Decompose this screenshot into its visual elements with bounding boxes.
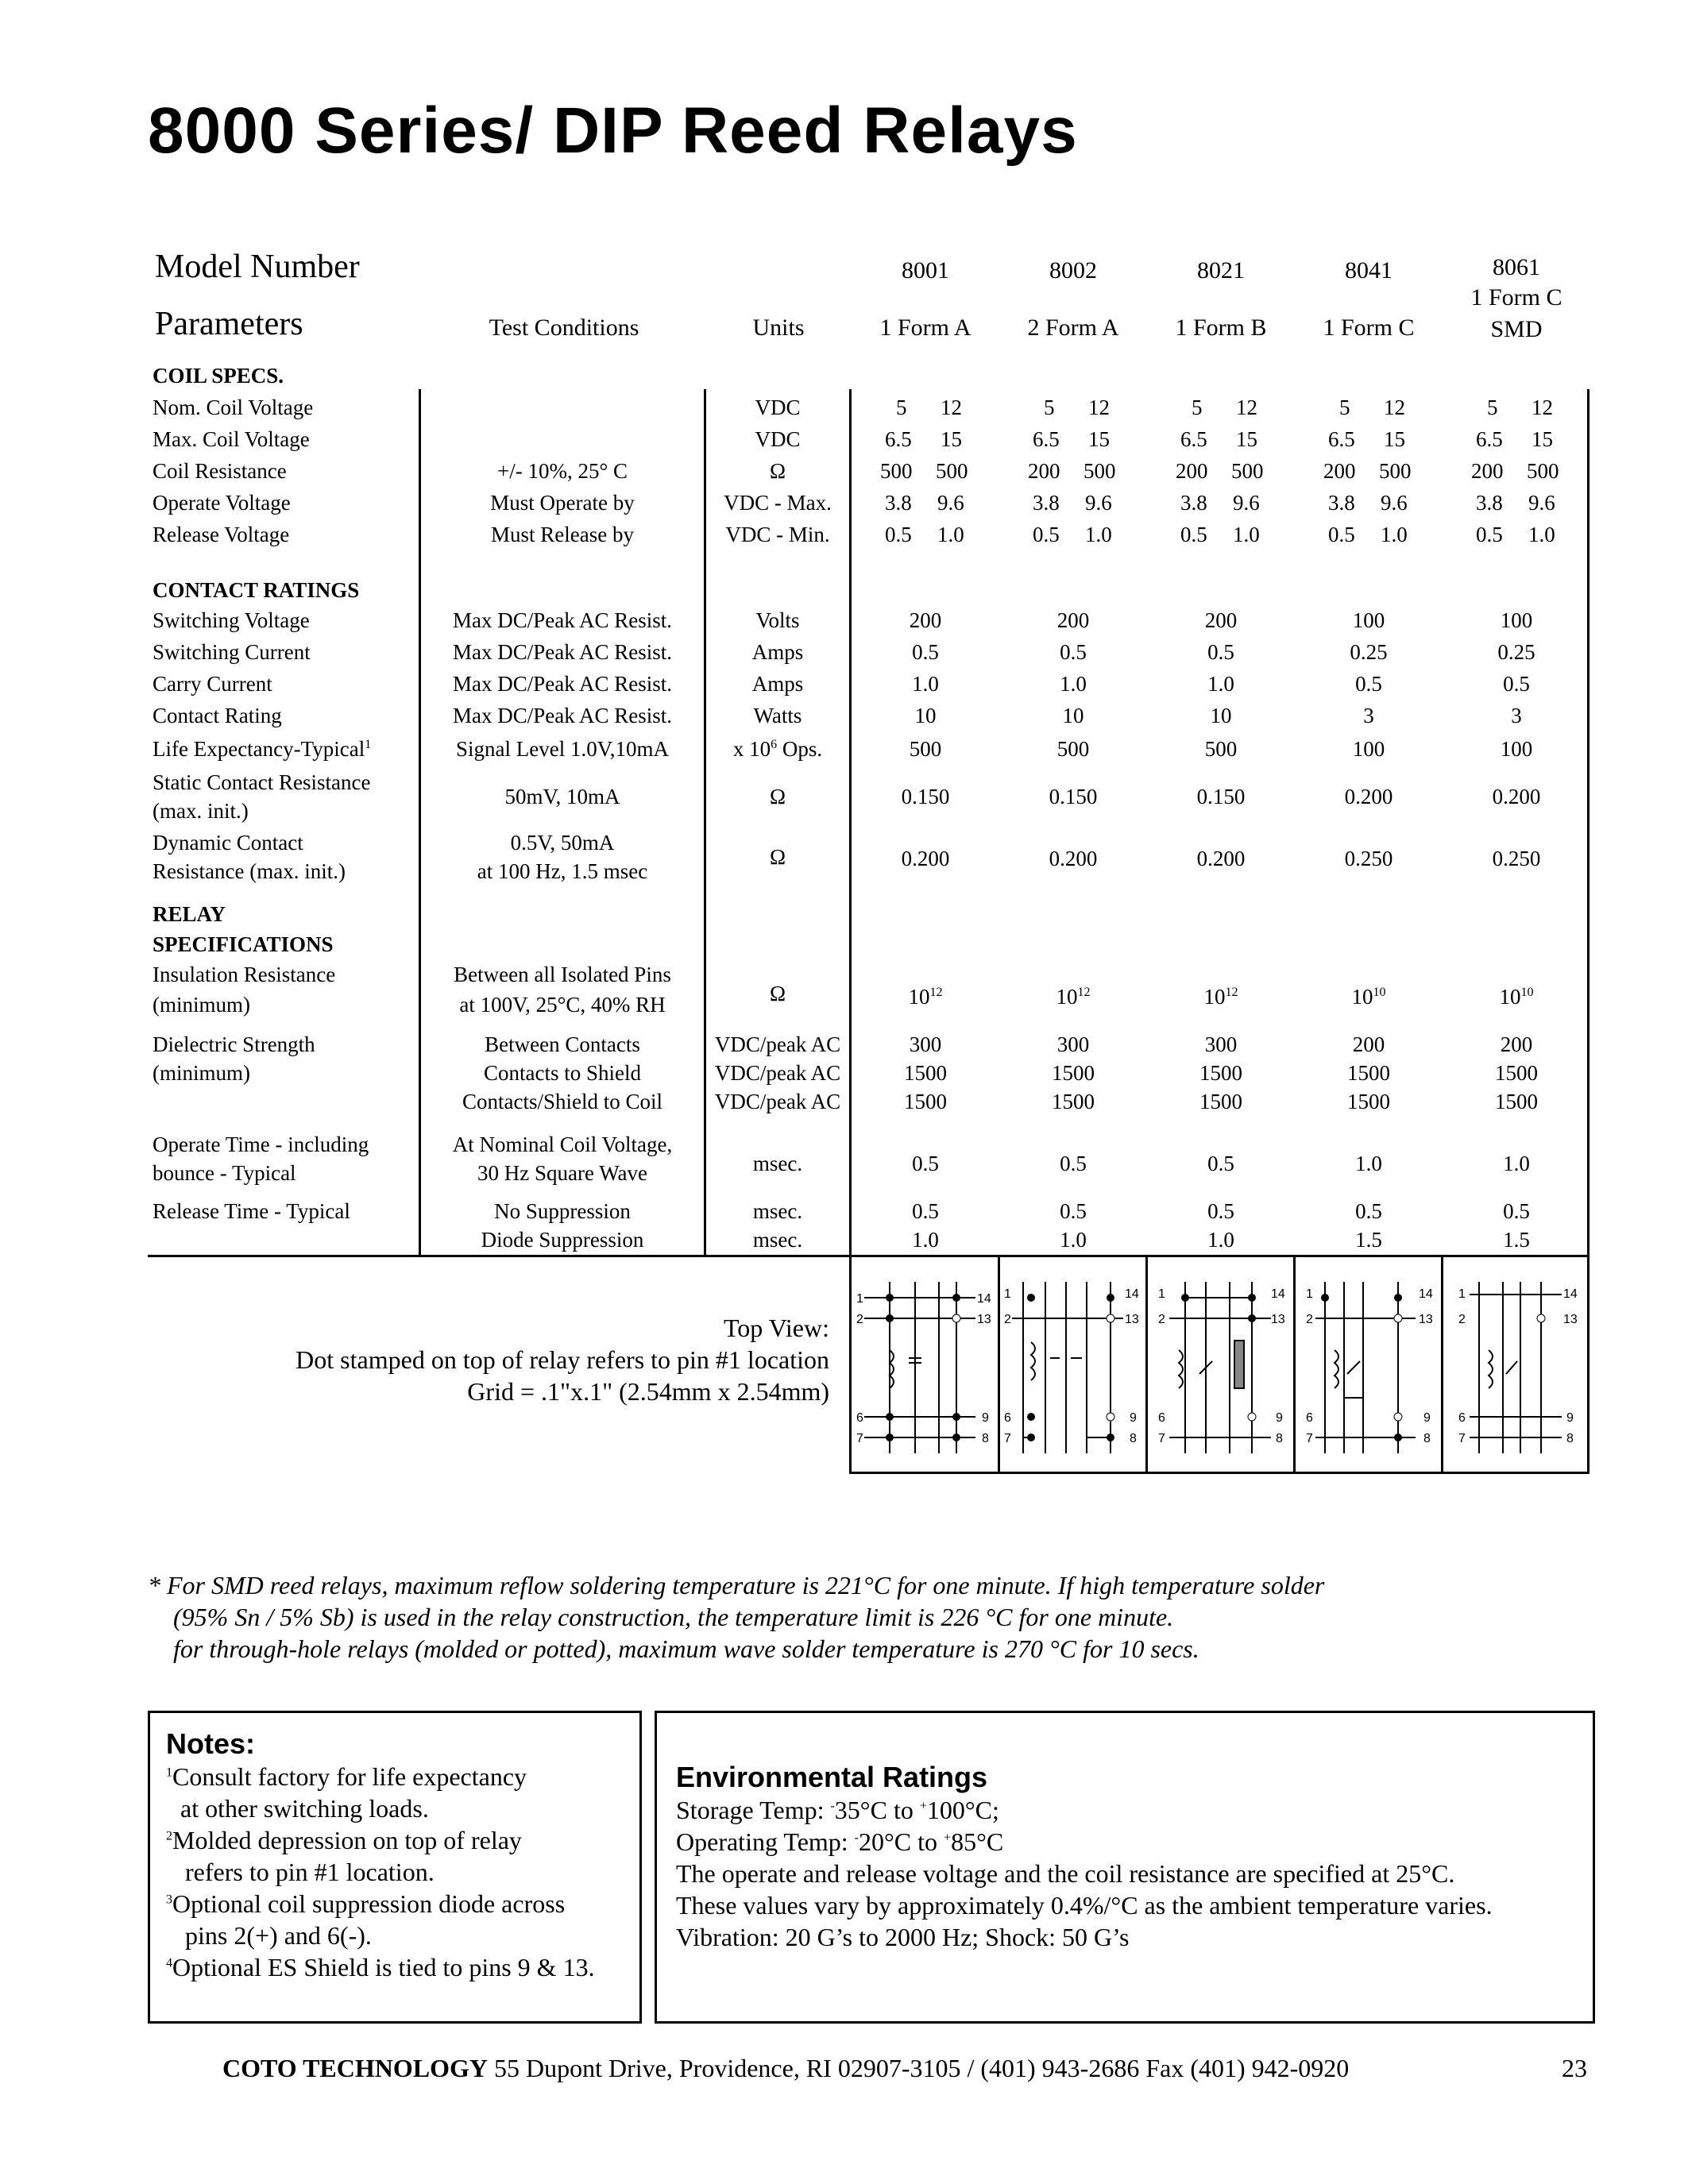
svg-text:6: 6 xyxy=(1004,1411,1011,1425)
footer-address: 55 Dupont Drive, Providence, RI 02907-3105 / (401) 943-2686 Fax (401) 942-0920 xyxy=(494,2054,1350,2082)
svg-text:9: 9 xyxy=(1423,1411,1431,1425)
footer xyxy=(222,2054,1349,2083)
svg-text:14: 14 xyxy=(1271,1287,1285,1301)
page-number: 23 xyxy=(1562,2054,1587,2082)
env-spec-note: The operate and release voltage and the coil resistance are specified at 25°C. xyxy=(676,1859,1455,1888)
svg-text:6: 6 xyxy=(1458,1411,1466,1425)
svg-text:7: 7 xyxy=(1004,1432,1011,1445)
svg-text:9: 9 xyxy=(1130,1411,1137,1425)
svg-text:9: 9 xyxy=(982,1411,989,1425)
notes-title: Notes: xyxy=(166,1727,256,1760)
svg-text:6: 6 xyxy=(1306,1411,1313,1425)
schematic-8021 xyxy=(1147,1263,1293,1469)
notes-box: Notes: $^1$Consult factory for life expectancy at other switching loads. $^2$Molded depression on top of relay refers to pin #1 location. $^3$Optional coil suppression diode across pins 2(+) and 6(-). $^4$Optional ES Shield is tied to pins 9 & 13. xyxy=(148,1711,642,2024)
svg-text:14: 14 xyxy=(1125,1287,1139,1301)
svg-text:14: 14 xyxy=(1563,1287,1578,1301)
svg-text:13: 13 xyxy=(1563,1313,1578,1326)
environmental-title: Environmental Ratings xyxy=(676,1761,988,1793)
schematic-8041 xyxy=(1295,1263,1441,1469)
model-number-label: Model Number xyxy=(155,249,360,285)
svg-text:7: 7 xyxy=(1458,1432,1466,1445)
svg-text:8: 8 xyxy=(1566,1432,1574,1445)
svg-text:9: 9 xyxy=(1566,1411,1574,1425)
environmental-ratings-box xyxy=(655,1711,1595,2024)
svg-text:6: 6 xyxy=(856,1411,863,1425)
storage-temp: Storage Temp: -35°C to +100°C; xyxy=(676,1796,999,1824)
relay-specs-heading-2: SPECIFICATIONS xyxy=(153,932,334,956)
operating-temp: Operating Temp: -20°C to +85°C xyxy=(676,1827,1004,1856)
svg-text:13: 13 xyxy=(977,1313,991,1326)
svg-text:9: 9 xyxy=(1276,1411,1283,1425)
svg-text:13: 13 xyxy=(1271,1313,1285,1326)
svg-text:1: 1 xyxy=(1004,1287,1011,1301)
test-conditions-label: Test Conditions xyxy=(489,314,639,341)
svg-text:2: 2 xyxy=(1158,1313,1165,1326)
svg-text:2: 2 xyxy=(1458,1313,1466,1326)
svg-text:13: 13 xyxy=(1419,1313,1433,1326)
units-label: Units xyxy=(752,314,805,341)
parameters-label: Parameters xyxy=(155,306,303,342)
contact-ratings-heading: CONTACT RATINGS xyxy=(153,578,360,602)
footer-company: COTO TECHNOLOGY xyxy=(222,2054,488,2082)
note-1: $^1$Consult factory for life expectancy xyxy=(166,1762,527,1791)
svg-text:7: 7 xyxy=(856,1432,863,1445)
svg-text:1: 1 xyxy=(1306,1287,1313,1301)
svg-text:1: 1 xyxy=(1458,1287,1466,1301)
svg-text:8: 8 xyxy=(1130,1432,1137,1445)
svg-text:2: 2 xyxy=(1004,1313,1011,1326)
svg-text:7: 7 xyxy=(1158,1432,1165,1445)
env-variation-note: These values vary by approximately 0.4%/°C as the ambient temperature varies. xyxy=(676,1891,1493,1920)
note-3: $^3$Optional coil suppression diode across xyxy=(166,1889,566,1918)
svg-text:8: 8 xyxy=(982,1432,989,1445)
vibration-shock: Vibration: 20 G’s to 2000 Hz; Shock: 50 G’s xyxy=(676,1923,1130,1951)
svg-text:8: 8 xyxy=(1423,1432,1431,1445)
svg-text:13: 13 xyxy=(1125,1313,1139,1326)
svg-text:6: 6 xyxy=(1158,1411,1165,1425)
coil-specs-heading: COIL SPECS. xyxy=(153,364,284,388)
svg-text:1: 1 xyxy=(856,1292,863,1306)
svg-text:14: 14 xyxy=(977,1292,991,1306)
svg-text:2: 2 xyxy=(856,1313,863,1326)
svg-text:1: 1 xyxy=(1158,1287,1165,1301)
svg-text:7: 7 xyxy=(1306,1432,1313,1445)
svg-text:14: 14 xyxy=(1419,1287,1433,1301)
note-4: $^4$Optional ES Shield is tied to pins 9 & 13. xyxy=(166,1953,595,1981)
relay-specs-heading-1: RELAY xyxy=(153,902,226,926)
svg-text:2: 2 xyxy=(1306,1313,1313,1326)
note-2: $^2$Molded depression on top of relay xyxy=(166,1826,522,1854)
schematic-8002 xyxy=(999,1263,1145,1469)
schematic-8061 xyxy=(1443,1263,1589,1469)
page-title: 8000 Series/ DIP Reed Relays xyxy=(148,95,1078,167)
schematic-8001 xyxy=(852,1263,998,1469)
svg-text:8: 8 xyxy=(1276,1432,1283,1445)
